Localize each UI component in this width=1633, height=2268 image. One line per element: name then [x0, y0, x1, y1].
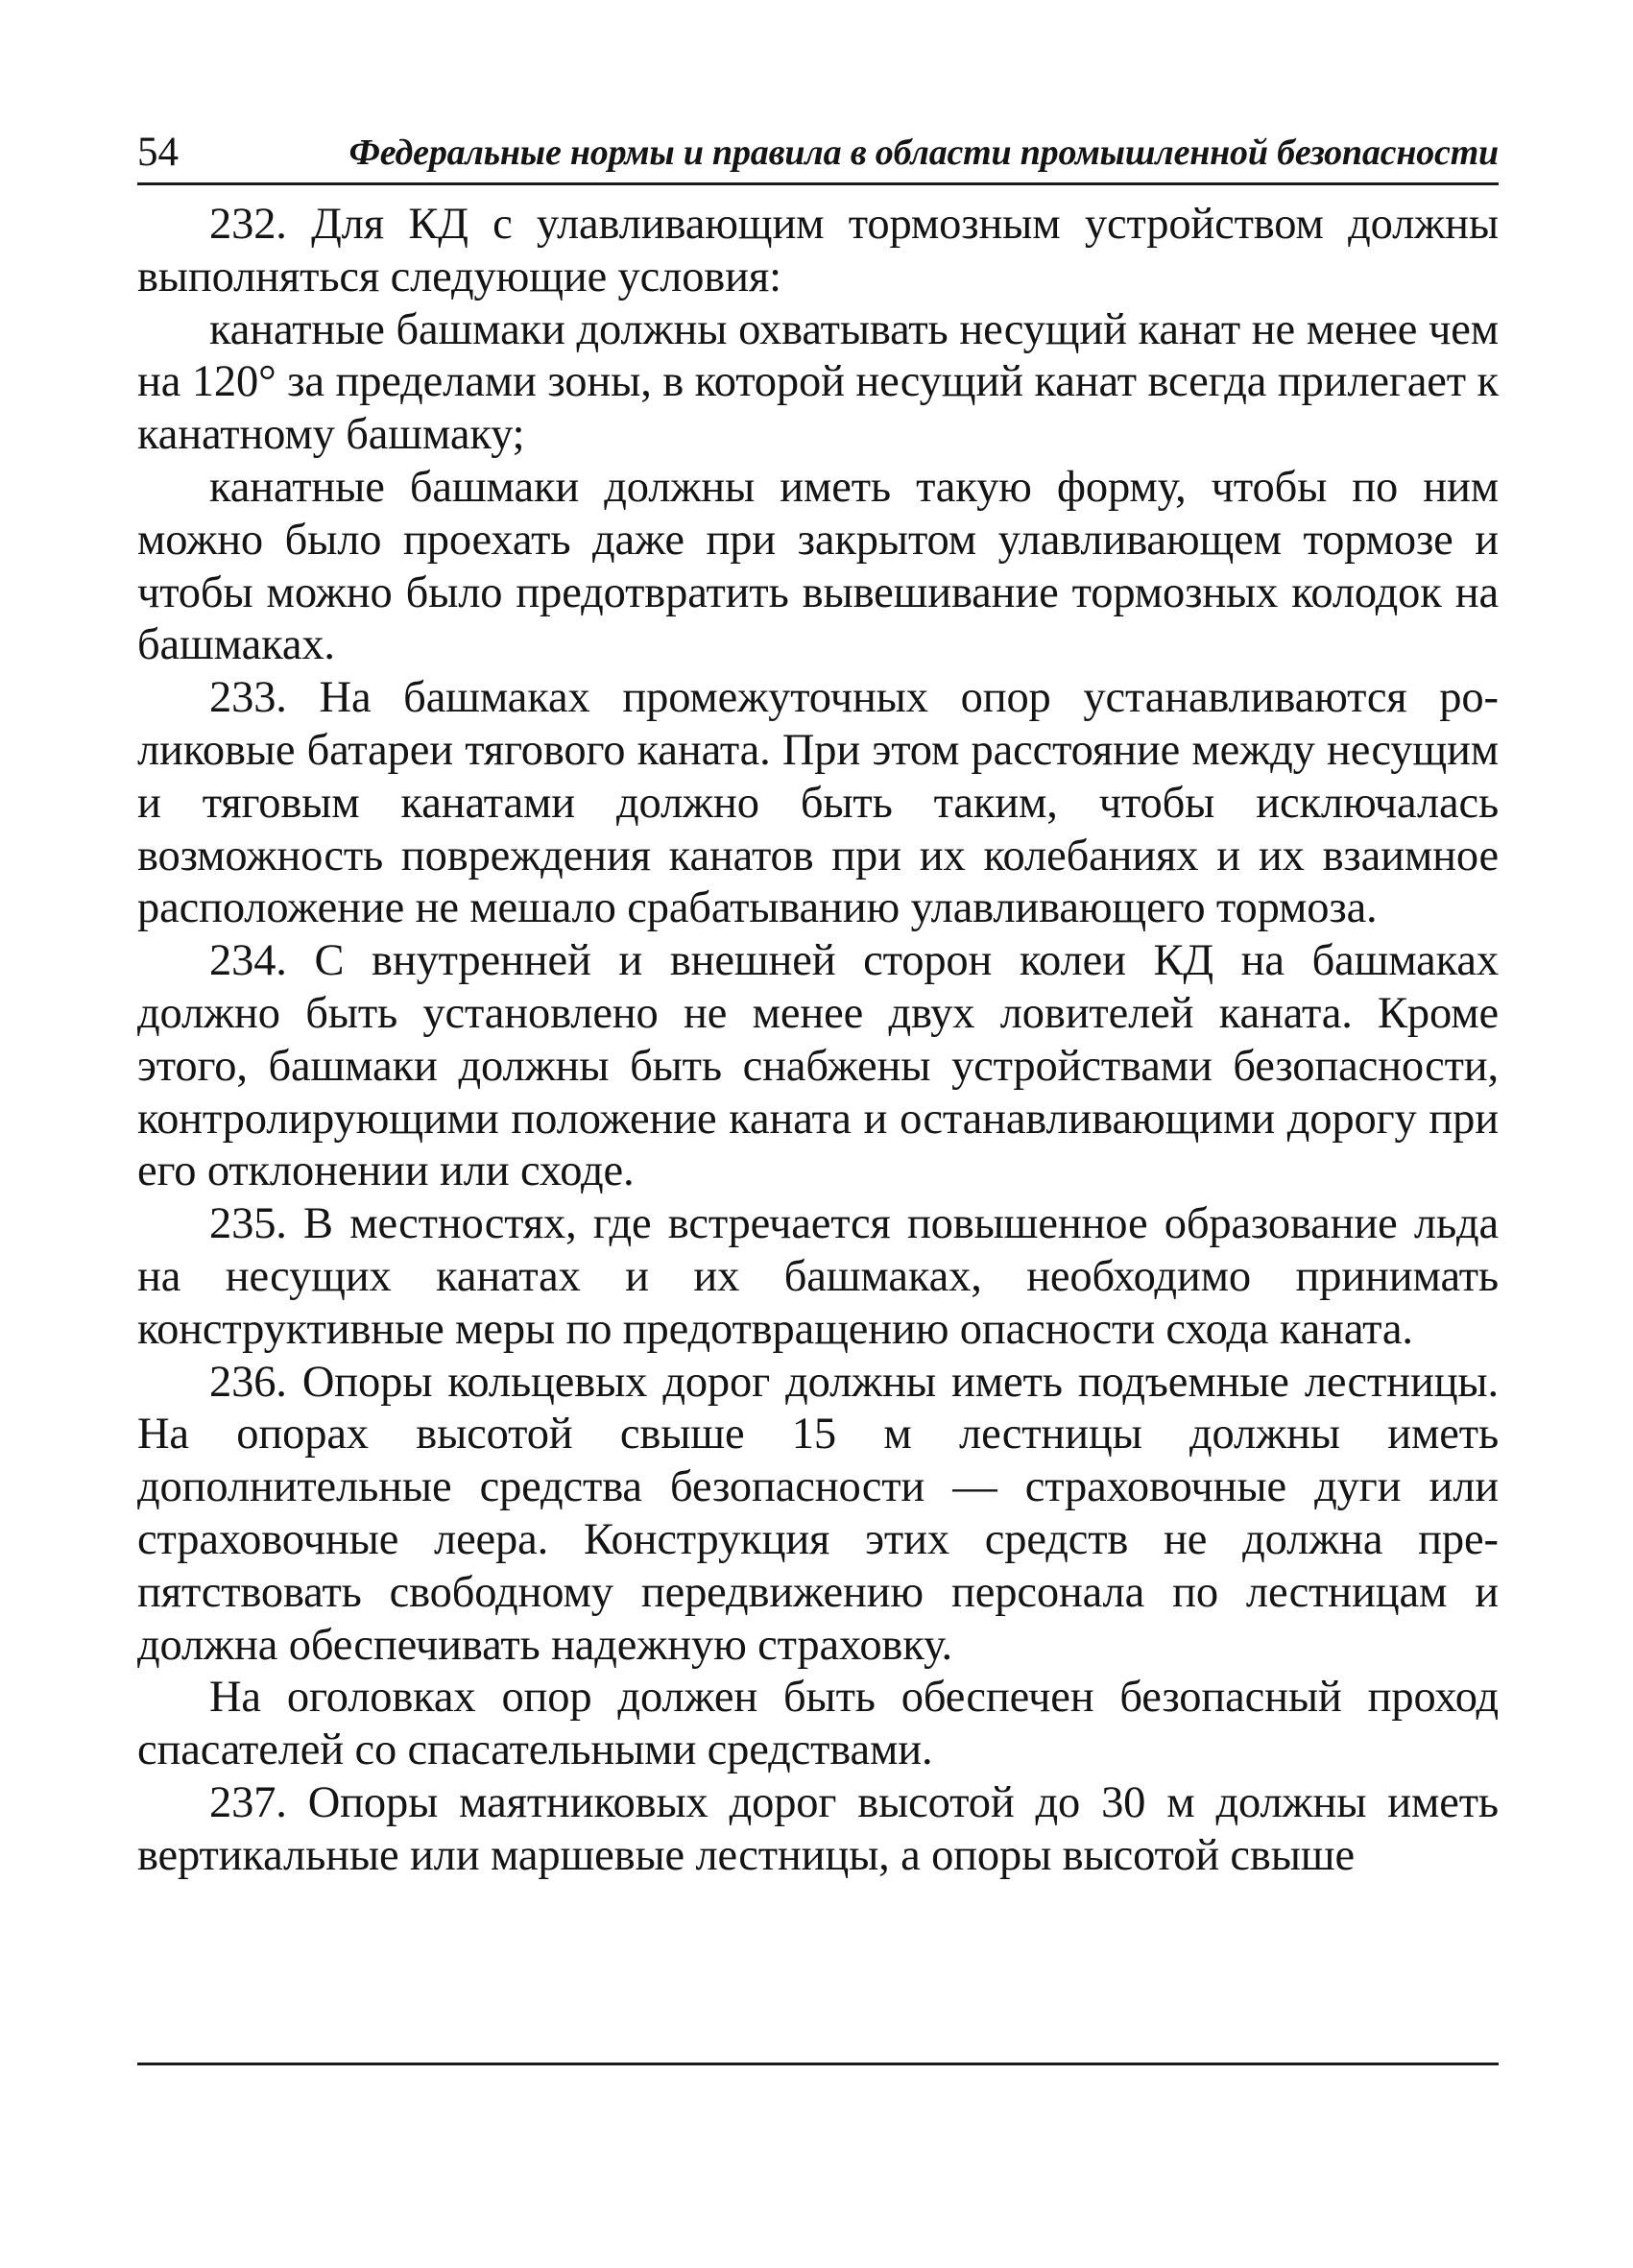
paragraph-236: 236. Опоры кольцевых дорог должны иметь подъемные лестницы. На опорах высотой свыше 15 м лестницы должны иметь дополнительные средства безопасности — страховочные дуги или страховочные леера. Конструкция этих средств не должна препятствовать свободному передвижению персонала по лестницам и должна обеспечивать надежную страховку. [137, 1357, 1499, 1670]
paragraph-235: 235. В местностях, где встречается повышенное образование льда на несущих канатах и их башмаках, необходимо принимать конструктивные меры по предотвращению опасности схода каната. [137, 1199, 1499, 1354]
body-text [137, 199, 1499, 1883]
paragraph-233: 233. На башмаках промежуточных опор устанавливаются роликовые батареи тягового каната. При этом расстояние между несущим и тяговым канатами должно быть таким, чтобы исключалась возможность повреждения канатов при их колебаниях и их взаимное расположение не мешало срабатыванию улавливающего тормоза. [137, 673, 1499, 933]
document-page [137, 125, 1499, 1883]
bottom-divider [137, 2063, 1499, 2065]
paragraph-232-condition-2: канатные башмаки должны иметь такую форму, чтобы по ним можно было проехать даже при закрытом улавливающем тормозе и чтобы можно было предотвратить вывешивание тормозных колодок на башмаках. [137, 462, 1499, 670]
running-header-title: Федеральные нормы и правила в области промышленной безопасности [348, 133, 1499, 173]
paragraph-237: 237. Опоры маятниковых дорог высотой до 30 м должны иметь вертикальные или маршевые лестницы, а опоры высотой свыше [137, 1777, 1499, 1880]
page-number: 54 [137, 130, 179, 175]
running-header [137, 125, 1499, 185]
paragraph-236-continuation: На оголовках опор должен быть обеспечен безопасный проход спасателей со спасательными средствами. [137, 1673, 1499, 1775]
paragraph-234: 234. С внутренней и внешней сторон колеи КД на башмаках должно быть установлено не менее двух ловителей каната. Кроме этого, башмаки должны быть снабжены устройствами безопасности, контролирующими положение каната и останавливающими дорогу при его отклонении или сходе. [137, 936, 1499, 1196]
paragraph-232-condition-1: канатные башмаки должны охватывать несущий канат не менее чем на 120° за пределами зоны, в которой несущий канат всегда прилегает к канатному башмаку; [137, 304, 1499, 460]
paragraph-232: 232. Для КД с улавливающим тормозным устройством должны выполняться следующие условия: [137, 200, 1499, 302]
